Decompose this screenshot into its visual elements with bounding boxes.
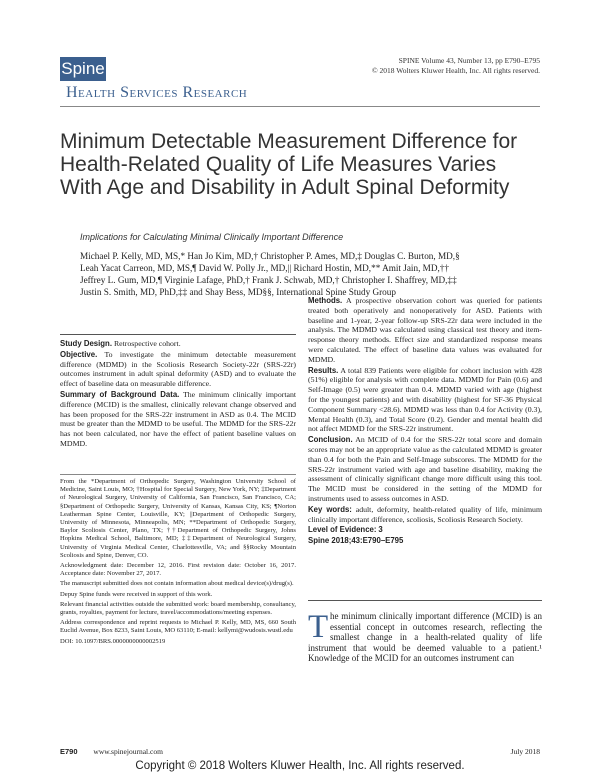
page-footer bbox=[60, 747, 540, 756]
devices-statement: The manuscript submitted does not contain information about medical device(s)/drug(s). bbox=[60, 580, 294, 588]
abstract-methods bbox=[308, 296, 542, 365]
level-label: Level of Evidence: bbox=[308, 525, 377, 535]
affiliations: From the *Department of Orthopedic Surgery, Washington University School of Medicine, Saint Louis, MO; †Hospital for Special Surgery, New York, NY; ‡Department of Neurological Surgery, University of California, San Francisco, San Francisco, CA; §Department of Orthopedic Surgery, University of Kansas, Kansas City, KS; ¶Norton Leatherman Spine Center, Louisville, KY; ||Department of Orthopedic Surgery, University of Minnesota, Minneapolis, MN; **Department of Orthopedic Surgery, Baylor Scoliosis Center, Plano, TX; ††Department of Orthopedic Surgery, Johns Hopkins Medical School, Baltimore, MD; ‡‡Department of Neurological Surgery, University of Virginia Medical Center, Charlottesville, VA; and §§Rocky Mountain Scoliosis and Spine, Denver, CO. bbox=[60, 478, 296, 559]
article-subtitle: Implications for Calculating Minimal Clinically Important Difference bbox=[80, 232, 344, 242]
conclusion-label: Conclusion. bbox=[308, 435, 353, 445]
introduction bbox=[308, 600, 542, 664]
journal-url[interactable]: www.spinejournal.com bbox=[93, 747, 163, 756]
correspondence-address: Address correspondence and reprint requests to Michael P. Kelly, MD, MS, 660 South Euclid Avenue, Box 8233, Saint Louis, MO 63110; E-mail: kellymi@wudosis.wustl.edu bbox=[60, 619, 296, 635]
intro-text: he minimum clinically important difference (MCID) is an essential concept in outcomes research, reflecting the smallest change in a health-related quality of life instrument that would be deemed valuable to a patient.¹ Knowledge of the MCID for an outcomes instrument can bbox=[308, 611, 542, 663]
author-line: Leah Yacat Carreon, MD, MS,¶ David W. Polly Jr., MD,|| Richard Hostin, MD,** Amit Jain, MD,†† bbox=[80, 263, 449, 273]
methods-text: A prospective observation cohort was queried for patients treated both operatively and nonoperatively for ASD. Patients with baseline and 1-year, 2-year follow-up SRS-22r data were included in the analysis. The MDMD was calculated using classical test theory and item-response theory methods. Effect size and standardized response means were calculated. The effect of baseline data values was evaluated for MDMD. bbox=[308, 296, 542, 364]
front-matter bbox=[60, 474, 296, 648]
keywords-label: Key words: bbox=[308, 504, 352, 514]
financial-disclosure: Relevant financial activities outside the submitted work: board membership, consultancy, grants, royalties, payment for lecture, travel/accommodations/meeting expenses. bbox=[60, 600, 296, 617]
author-line: Jeffrey L. Gum, MD,¶ Virginie Lafage, PhD,† Frank J. Schwab, MD,† Christopher I. Shaffrey, MD,‡‡ bbox=[80, 275, 457, 285]
keywords-text: adult, deformity, health-related quality of life, minimum clinically important difference, scoliosis, Scoliosis Research Society. bbox=[308, 504, 543, 524]
abstract-background bbox=[60, 390, 296, 449]
author-list bbox=[80, 250, 550, 298]
abstract-conclusion bbox=[308, 435, 542, 504]
methods-label: Methods. bbox=[308, 296, 343, 305]
objective-label: Objective. bbox=[60, 349, 98, 359]
abstract-keywords bbox=[308, 505, 542, 525]
article-title: Minimum Detectable Measurement Difference for Health-Related Quality of Life Measures Varies With Age and Disability in Adult Spinal Deformity bbox=[60, 130, 518, 199]
funding-statement: Depuy Spine funds were received in support of this work. bbox=[60, 590, 213, 598]
author-line: Justin S. Smith, MD, PhD,‡‡ and Shay Bess, MD§§, International Spine Study Group bbox=[80, 287, 396, 297]
study-design-label: Study Design. bbox=[60, 339, 112, 348]
page-number: E790 bbox=[60, 747, 78, 756]
background-text: The minimum clinically important difference (MCID) is the smallest, clinically relevant change observed and has been proposed for the SRS-22r instrument in ASD as 0.4. The MCID must be greater than the MDMD to be useful. The MDMD for the SRS-22r has not been calculated, nor have the effect of patient baseline values on MDMD. bbox=[60, 389, 297, 448]
dates: Acknowledgment date: December 12, 2016. First revision date: October 16, 2017. Acceptance date: November 27, 2017. bbox=[60, 562, 296, 578]
journal-volume-line: SPINE Volume 43, Number 13, pp E790–E795 bbox=[398, 56, 540, 65]
background-label: Summary of Background Data. bbox=[60, 389, 180, 399]
level-of-evidence bbox=[308, 525, 542, 535]
issue-date: July 2018 bbox=[510, 747, 540, 756]
journal-info bbox=[372, 56, 540, 76]
journal-logo: Spine bbox=[60, 57, 106, 81]
citation bbox=[308, 536, 542, 546]
citation-text: Spine 2018;43:E790–E795 bbox=[308, 536, 404, 546]
doi: DOI: 10.1097/BRS.0000000000002519 bbox=[60, 637, 166, 645]
abstract-results bbox=[308, 366, 542, 435]
abstract-divider bbox=[60, 334, 296, 335]
level-value: 3 bbox=[378, 525, 383, 535]
study-design-text: Retrospective cohort. bbox=[113, 339, 181, 348]
abstract-left-column bbox=[60, 334, 296, 450]
section-heading: Health Services Research bbox=[66, 84, 248, 101]
abstract-objective bbox=[60, 350, 296, 389]
drop-cap: T bbox=[308, 609, 329, 645]
abstract-right-column bbox=[308, 296, 542, 547]
results-text: A total 839 Patients were eligible for cohort inclusion with 428 (51%) eligible for analysis with complete data. MDMD for Pain (0.6) and Self-Image (0.5) were greater than 0.4. MDMD varied with age (highest for the youngest patients) and with disability (highest for SF-36 Physical Component Summary <28.6). MDMD was less than 0.4 for Activity (0.3), Mental Health (0.3), and Total Score (0.2). Gender and mental health did not affect MDMD for the SRS-22r instrument. bbox=[308, 365, 542, 434]
intro-divider bbox=[308, 600, 542, 601]
copyright-notice: Copyright © 2018 Wolters Kluwer Health, Inc. All rights reserved. bbox=[135, 760, 465, 772]
conclusion-text: An MCID of 0.4 for the SRS-22r total score and domain scores may not be an appropriate value as the calculated MDMD is greater than 0.4 for both the Pain and Self-Image subscores. The MDMD for the SRS-22r instrument varied with age and baseline disability, making the assessment of clinically significant change more difficult using this tool. The MCID must be considered in the setting of the MDMD for instruments used to assess outcomes in ASD. bbox=[308, 435, 542, 503]
abstract-study-design bbox=[60, 339, 296, 349]
header-divider bbox=[60, 106, 540, 107]
author-line: Michael P. Kelly, MD, MS,* Han Jo Kim, MD,† Christopher P. Ames, MD,‡ Douglas C. Burton, MD,§ bbox=[80, 251, 460, 261]
results-label: Results. bbox=[308, 365, 339, 375]
journal-copyright-line: © 2018 Wolters Kluwer Health, Inc. All rights reserved. bbox=[371, 66, 540, 75]
objective-text: To investigate the minimum detectable measurement difference (MDMD) in the Scoliosis Research Society-22r (SRS-22r) outcomes instrument in adult spinal deformity (ASD) and to evaluate the effect of baseline data on measurable difference. bbox=[60, 349, 296, 389]
